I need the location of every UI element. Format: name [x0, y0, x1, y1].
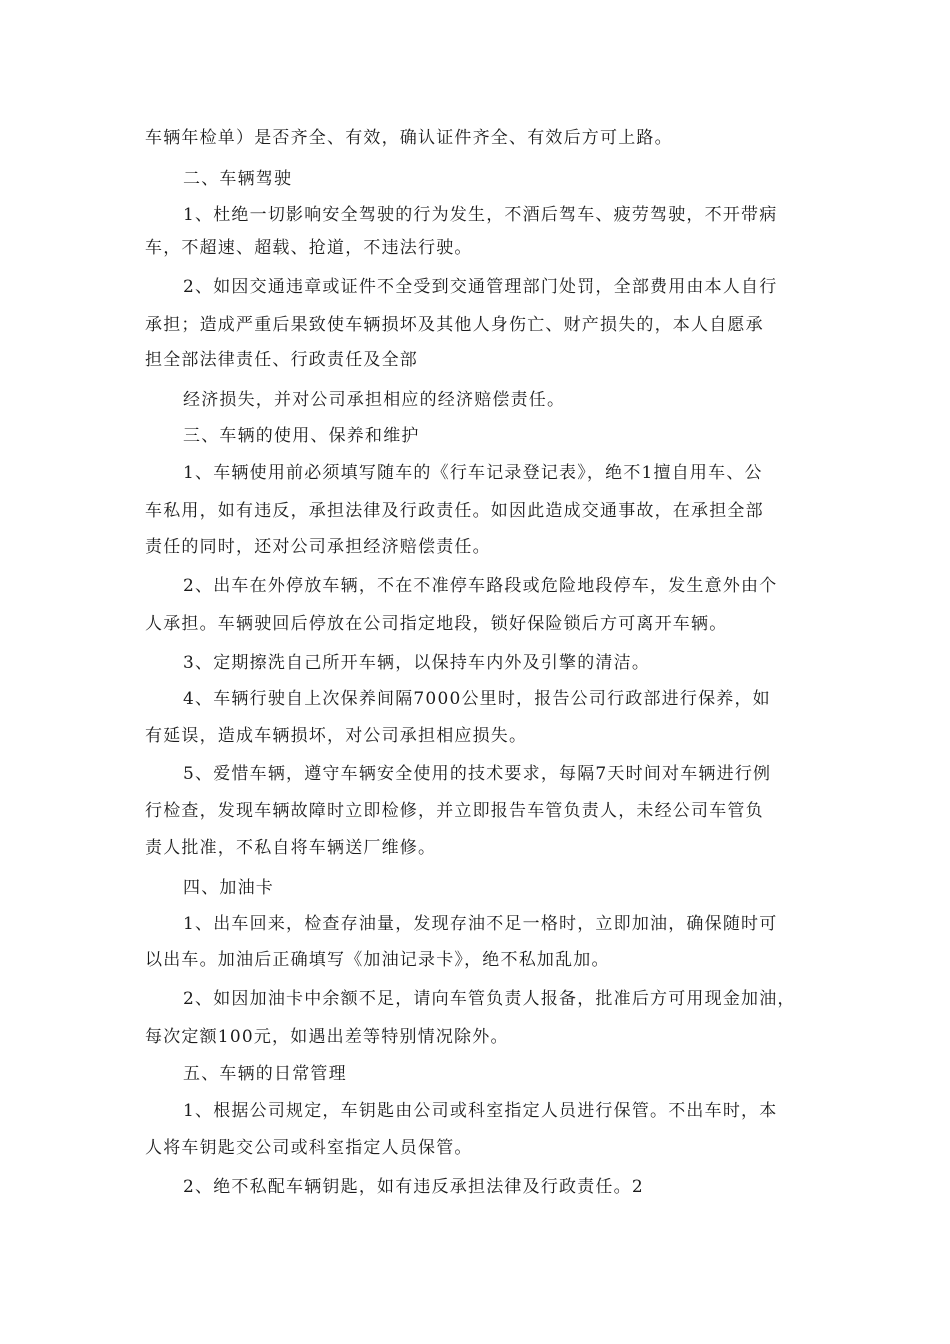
body-text-line: 3、定期擦洗自己所开车辆，以保持车内外及引擎的清洁。: [183, 653, 651, 673]
body-text-line: 1、根据公司规定，车钥匙由公司或科室指定人员进行保管。不出车时，本: [183, 1101, 778, 1121]
body-text-line: 4、车辆行驶自上次保养间隔7000公里时，报告公司行政部进行保养，如: [183, 689, 771, 709]
body-text-line: 经济损失，并对公司承担相应的经济赔偿责任。: [183, 390, 566, 410]
body-text-line: 1、杜绝一切影响安全驾驶的行为发生，不酒后驾车、疲劳驾驶，不开带病: [183, 205, 778, 225]
body-text-line: 2、如因加油卡中余额不足，请向车管负责人报备，批准后方可用现金加油，: [183, 989, 796, 1009]
body-text-line: 1、车辆使用前必须填写随车的《行车记录登记表》，绝不1擅自用车、公: [183, 463, 763, 483]
body-text-line: 行检查，发现车辆故障时立即检修，并立即报告车管负责人，未经公司车管负: [145, 801, 764, 821]
body-text-line: 人承担。车辆驶回后停放在公司指定地段，锁好保险锁后方可离开车辆。: [145, 614, 728, 634]
section-heading-usage: 三、车辆的使用、保养和维护: [183, 426, 420, 446]
section-heading-daily-management: 五、车辆的日常管理: [183, 1064, 347, 1084]
body-text-line: 5、爱惜车辆，遵守车辆安全使用的技术要求，每隔7天时间对车辆进行例: [183, 764, 772, 784]
body-text-line: 有延误，造成车辆损坏，对公司承担相应损失。: [145, 726, 528, 746]
body-text-line: 车辆年检单）是否齐全、有效，确认证件齐全、有效后方可上路。: [145, 128, 673, 148]
body-text-line: 责任的同时，还对公司承担经济赔偿责任。: [145, 537, 491, 557]
body-text-line: 以出车。加油后正确填写《加油记录卡》，绝不私加乱加。: [145, 950, 610, 970]
body-text-line: 责人批准，不私自将车辆送厂维修。: [145, 838, 437, 858]
section-heading-driving: 二、车辆驾驶: [183, 169, 293, 189]
body-text-line: 车，不超速、超载、抢道，不违法行驶。: [145, 238, 473, 258]
body-text-line: 每次定额100元，如遇出差等特别情况除外。: [145, 1027, 509, 1047]
body-text-line: 2、出车在外停放车辆，不在不准停车路段或危险地段停车，发生意外由个: [183, 576, 778, 596]
body-text-line: 2、如因交通违章或证件不全受到交通管理部门处罚，全部费用由本人自行: [183, 277, 778, 297]
body-text-line: 车私用，如有违反，承担法律及行政责任。如因此造成交通事故，在承担全部: [145, 501, 764, 521]
body-text-line: 担全部法律责任、行政责任及全部: [145, 350, 418, 370]
body-text-line: 人将车钥匙交公司或科室指定人员保管。: [145, 1138, 473, 1158]
body-text-line: 1、出车回来，检查存油量，发现存油不足一格时，立即加油，确保随时可: [183, 914, 778, 934]
section-heading-fuel-card: 四、加油卡: [183, 878, 274, 898]
body-text-line: 2、绝不私配车辆钥匙，如有违反承担法律及行政责任。2: [183, 1177, 644, 1197]
body-text-line: 承担；造成严重后果致使车辆损坏及其他人身伤亡、财产损失的，本人自愿承: [145, 315, 764, 335]
